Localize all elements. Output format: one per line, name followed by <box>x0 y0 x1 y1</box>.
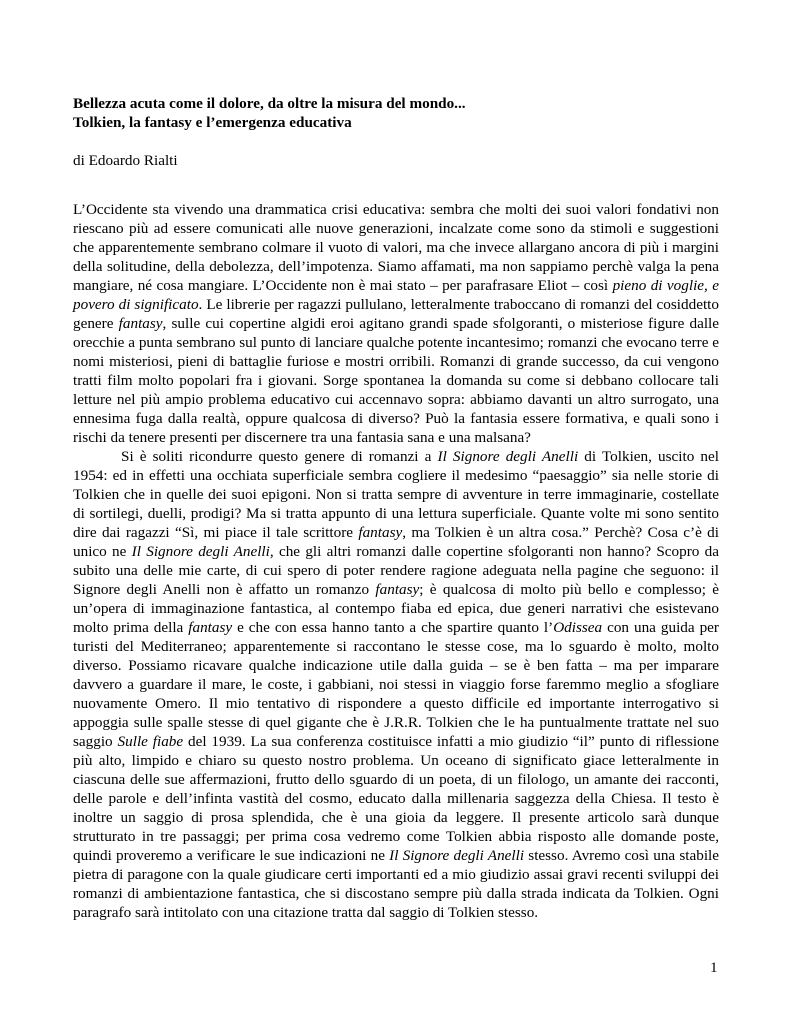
italic-text-run: Sulle fiabe <box>117 733 184 750</box>
paragraph-2 <box>73 447 719 922</box>
italic-text-run: Il Signore degli Anelli <box>437 448 579 465</box>
text-run: . Le librerie per ragazzi pullulano, letteralmente traboccano di romanzi del cosiddetto genere <box>73 296 719 332</box>
text-run: di Tolkien, uscito nel 1954: ed in effetti una occhiata superficiale sembra cogliere il medesimo “paesaggio” sia nelle storie di Tolkien che in quelle dei suoi epigoni. Non si tratta sempre di avventure in terre immaginarie, costellate di sortilegi, duelli, prodigi? Ma si tratta appunto di una lettura superficiale. Quante volte mi sono sentito dire dai ragazzi “Sì, mi piace il tale scrittore <box>73 448 719 541</box>
italic-text-run: Il Signore degli Anelli <box>389 847 525 864</box>
page-number: 1 <box>710 959 718 976</box>
italic-text-run: fantasy <box>358 524 403 541</box>
article-body <box>73 200 719 922</box>
text-run: , sulle cui copertine algidi eroi agitano grandi spade sfolgoranti, o misteriose figure dalle orecchie a punta sembrano sul punto di lanciare qualche potente incantesimo; romanzi che evocano terre e nomi misteriosi, pieni di battaglie furiose e mostri orribili. Romanzi di grande successo, da cui vengono tratti film molto popolari fra i giovani. Sorge spontanea la domanda su come si debbano collocare tali letture nel più ampio problema educativo cui accennavo sopra: abbiamo davanti un altro surrogato, una ennesima fuga dalla realtà, oppure qualcosa di diverso? Può la fantasia essere formativa, e quali sono i rischi da tenere presenti per discernere tra una fantasia sana e una malsana? <box>73 315 720 446</box>
text-run: con una guida per turisti del Mediterraneo; apparentemente si raccontano le stesse cose, ma lo sguardo è molto, molto diverso. Possiamo ricavare qualche indicazione utile dalla guida – se è ben fatta – ma per imparare davvero a guardare il mare, le coste, i gabbiani, noi stessi in viaggio forse faremmo meglio a sfogliare nuovamente Omero. Il mio tentativo di rispondere a questo difficile ed importante interrogativo si appoggia sulle spalle stesse di quel gigante che è J.R.R. Tolkien che le ha puntualmente trattate nel suo saggio <box>73 619 719 750</box>
italic-text-run: Odissea <box>553 619 603 636</box>
document-title <box>73 94 723 132</box>
text-run: del 1939. La sua conferenza costituisce infatti a mio giudizio “il” punto di riflessione più alto, limpido e chiaro su questo nostro problema. Un oceano di significato giace letteralmente in ciascuna delle sue affermazioni, frutto dello sguardo di un poeta, di un filologo, un amante dei racconti, delle parole e dell’infinta vastità del cosmo, educato dalla millenaria saggezza della Chiesa. Il testo è inoltre un saggio di prosa splendida, che è una gioia da leggere. Il presente articolo sarà dunque strutturato in tre passaggi; per prima cosa vedremo come Tolkien abbia risposto alle domande poste, quindi proveremo a verificare le sue indicazioni ne <box>73 733 719 864</box>
italic-text-run: fantasy <box>188 619 233 636</box>
text-run: L’Occidente sta vivendo una drammatica crisi educativa: sembra che molti dei suoi valori fondativi non riescano più ad essere comunicati alle nuove generazioni, incalzate come sono da stimoli e suggestioni che apparentemente sembrano colmare il vuoto di valori, ma che invece allargano ancora di più i margini della solitudine, della debolezza, dell’impotenza. Siamo affamati, ma non sappiamo perchè valga la pena mangiare, né cosa mangiare. L’Occidente non è mai stato – per parafrasare Eliot – così <box>73 201 719 294</box>
text-run: e che con essa hanno tanto a che spartire quanto l’ <box>232 619 554 636</box>
italic-text-run: Il Signore degli Anelli <box>131 543 270 560</box>
text-run: , che gli altri romanzi dalle copertine sfolgoranti non hanno? Scopro da subito una delle mie carte, di cui spero di poter rendere ragione adeguata nella pagine che seguono: il Signore degli Anelli non è affatto un romanzo <box>73 543 720 598</box>
italic-text-run: fantasy <box>118 315 163 332</box>
text-run: ; è qualcosa di molto più bello e complesso; è un’opera di immaginazione fantastica, al contempo fiaba ed epica, due generi narrativi che esistevano molto prima della <box>73 581 719 636</box>
paragraph-1 <box>73 200 719 447</box>
text-run: stesso. Avremo così una stabile pietra di paragone con la quale giudicare certi importanti ed a mio giudizio assai gravi recenti sviluppi dei romanzi di ambientazione fantastica, che si discostano sempre più dalla strada indicata da Tolkien. Ogni paragrafo sarà intitolato con una citazione tratta dal saggio di Tolkien stesso. <box>73 847 720 921</box>
text-run: , ma Tolkien è un altra cosa.” Perchè? Cosa c’è di unico ne <box>73 524 719 560</box>
author-line: di Edoardo Rialti <box>73 152 178 169</box>
title-line-1: Bellezza acuta come il dolore, da oltre la misura del mondo... <box>73 95 466 112</box>
title-line-2: Tolkien, la fantasy e l’emergenza educativa <box>73 114 352 131</box>
italic-text-run: pieno di voglie, e povero di significato <box>73 277 719 313</box>
text-run: Si è soliti ricondurre questo genere di romanzi a <box>121 448 438 465</box>
italic-text-run: fantasy <box>375 581 420 598</box>
